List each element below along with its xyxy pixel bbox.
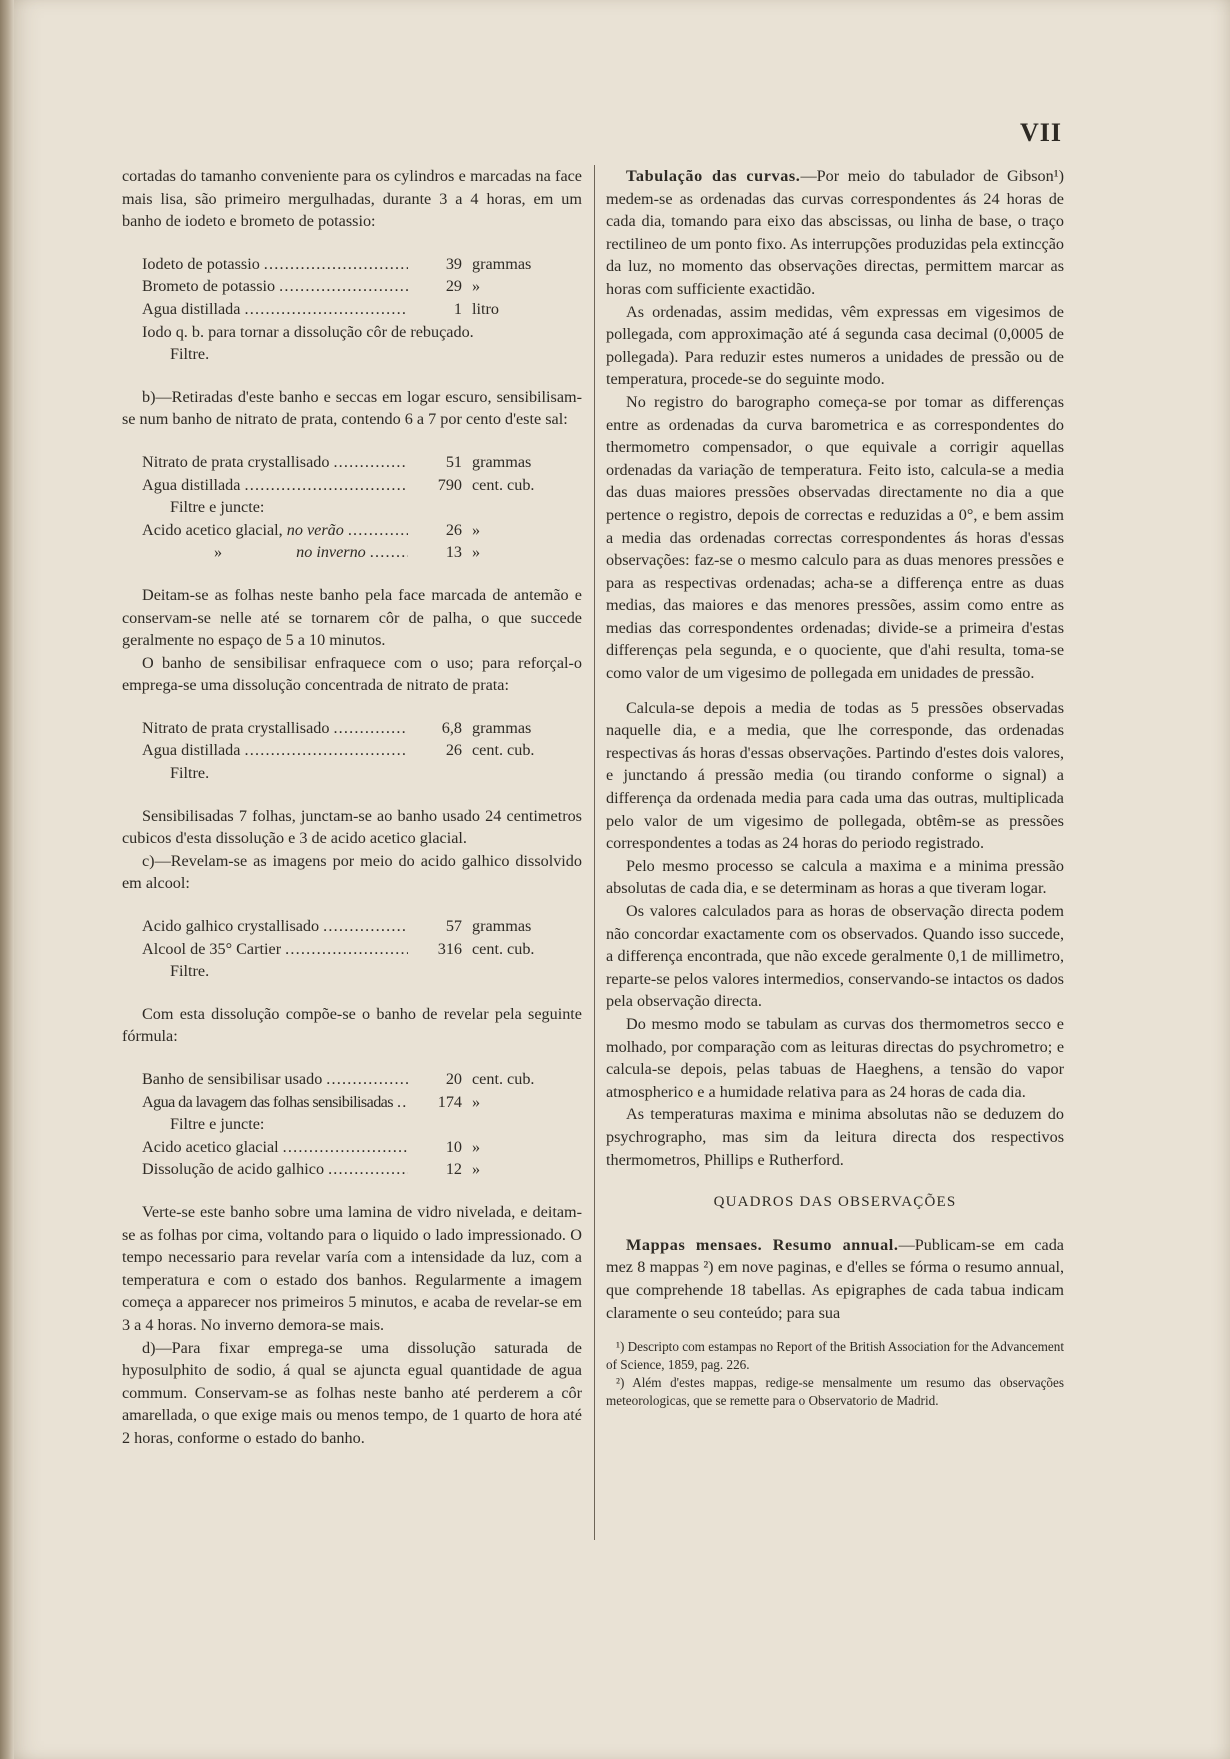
recipe-filter: Filtre e juncte: [170, 1115, 265, 1134]
left-paragraph-7: Com esta dissolução compõe-se o banho de revelar pela seguinte fórmula: [122, 1004, 582, 1046]
left-paragraph-9: d)—Para fixar emprega-se uma dissolução saturada de hyposulphito de sodio, á qual se ajuncta egual quantidade de agua commum. Conservam-se as folhas neste banho até perderem a côr amarellada, o que exige mais ou menos tempo, de 1 quarto de hora até 2 horas, conforme o estado do banho. [122, 1338, 582, 1447]
recipe-row: Acido galhico crystallisado ..... 57 grammas [142, 915, 582, 938]
book-spine-shadow [0, 0, 14, 1759]
recipe-note: Iodo q. b. para tornar a dissolução côr de rebuçado. [142, 322, 474, 341]
recipe-filter: Filtre. [170, 764, 210, 783]
recipe-row: Agua da lavagem das folhas sensibilisadas ..... 174 » [142, 1091, 582, 1114]
left-paragraph-5: Sensibilisadas 7 folhas, junctam-se ao banho usado 24 centimetros cubicos d'esta dissolução e 3 de acido acetico glacial. [122, 806, 582, 848]
recipe-row: Agua distillada ..... 790 cent. cub. [142, 474, 582, 497]
right-paragraph-5: Pelo mesmo processo se calcula a maxima e a minima pressão absolutas de cada dia, e se determinam as horas a que tiveram logar. [606, 856, 1064, 898]
recipe-filter: Filtre e juncte: [170, 498, 265, 517]
recipe-row: » no inverno ..... 13 » [142, 541, 582, 564]
section-title: QUADROS DAS OBSERVAÇÕES [713, 1194, 957, 1211]
recipe-row: Banho de sensibilisar usado ..... 20 cent. cub. [142, 1068, 582, 1091]
recipe-nitrato [142, 451, 582, 564]
recipe-iodeto [142, 253, 582, 366]
recipe-filter: Filtre. [170, 962, 210, 981]
section-heading-tabulacao: Tabulação das curvas. [626, 167, 801, 185]
recipe-revelar [142, 1068, 582, 1181]
recipe-row: Nitrato de prata crystallisado ..... 6,8 grammas [142, 717, 582, 740]
left-paragraph-4: O banho de sensibilisar enfraquece com o uso; para reforçal-o emprega-se uma dissolução concentrada de nitrato de prata: [122, 653, 582, 695]
footnote-1: ¹) Descripto com estampas no Report of the British Association for the Advancement of Science, 1859, pag. 226. [606, 1339, 1064, 1373]
right-paragraph-2: As ordenadas, assim medidas, vêm expressas em vigesimos de pollegada, com approximação até á segunda casa decimal (0,0005 de pollegada). Para reduzir estes numeros a unidades de pressão ou de temperatura, procede-se do seguinte modo. [606, 302, 1064, 389]
left-paragraph-8: Verte-se este banho sobre uma lamina de vidro nivelada, e deitam-se as folhas por cima, voltando para o liquido o lado impressionado. O tempo necessario para revelar varía com a intensidade da luz, com a temperatura e com o estado dos banhos. Regularmente a imagem começa a apparecer nos primeiros 5 minutos, e acaba de revelar-se em 3 a 4 horas. No inverno demora-se mais. [122, 1202, 582, 1334]
left-column [122, 165, 582, 1450]
page-number: VII [1019, 118, 1062, 147]
recipe-row: Agua distillada ..... 1 litro [142, 298, 582, 321]
left-paragraph-2: b)—Retiradas d'este banho e seccas em logar escuro, sensibilisam-se num banho de nitrato de prata, contendo 6 a 7 por cento d'este sal: [122, 387, 582, 429]
right-column [606, 165, 1064, 1410]
left-paragraph-3: Deitam-se as folhas neste banho pela face marcada de antemão e conservam-se nelle até se tornarem côr de palha, o que succede geralmente no espaço de 5 a 10 minutos. [122, 585, 582, 650]
right-paragraph-1: Tabulação das curvas.—Por meio do tabulador de Gibson¹) medem-se as ordenadas das curvas correspondentes ás 24 horas de cada dia, tomando para eixo das abscissas, ou linha de base, o traço rectilineo de um ponto fixo. As interrupções produzidas pela extincção da luz, no momento das observações directas, permittem marcar as horas com sufficiente exactidão. [606, 167, 1064, 298]
right-paragraph-4: Calcula-se depois a media de todas as 5 pressões observadas naquelle dia, e a media, que lhe corresponde, das ordenadas respectivas ás horas d'essas observações. Partindo d'estes dois valores, e junctando á pressão media (ou tirando conforme o signal) a differença da ordenada media para cada uma das outras, multiplicada pelo valor de um vigesimo de pollegada, obtêm-se as pressões correspondentes a todas as 24 horas do periodo registrado. [606, 698, 1064, 853]
footnotes [606, 1338, 1064, 1410]
right-paragraph-7: Do mesmo modo se tabulam as curvas dos thermometros secco e molhado, por comparação com as leituras directas do psychrometro; e calcula-se depois, pelas tabuas de Haeghens, a tensão do vapor atmospherico e a humidade relativa para as 24 horas de cada dia. [606, 1014, 1064, 1101]
column-divider [594, 165, 595, 1540]
recipe-reforco [142, 717, 582, 785]
right-paragraph-8: As temperaturas maxima e minima absolutas não se deduzem do psychrographo, mas sim da leitura directa dos respectivos thermometros, Phillips e Rutherford. [606, 1105, 1064, 1169]
recipe-row: Dissolução de acido galhico ..... 12 » [142, 1158, 582, 1181]
recipe-row: Nitrato de prata crystallisado ..... 51 grammas [142, 451, 582, 474]
recipe-row: Acido acetico glacial ..... 10 » [142, 1136, 582, 1159]
left-paragraph-6: c)—Revelam-se as imagens por meio do acido galhico dissolvido em alcool: [122, 851, 582, 893]
left-paragraph-1: cortadas do tamanho conveniente para os cylindros e marcadas na face mais lisa, são primeiro mergulhadas, durante 3 a 4 horas, em um banho de iodeto e brometo de potassio: [122, 167, 582, 231]
right-paragraph-3: No registro do barographo começa-se por tomar as differenças entre as ordenadas da curva barometrica e as correspondentes do thermometro compensador, o que equivale a corrigir aquellas ordenadas da variação de temperatura. Feito isto, calcula-se a media das duas maiores pressões observadas directamente no dia a que pertence o registro, depois de correctas e reduzidas a 0°, e bem assim a media das ordenadas correctas correspondentes ás horas d'essas observações: faz-se o mesmo calculo para as duas menores pressões e para as respectivas ordenadas; acha-se a differença entre as duas medias, das maiores e das menores pressões, assim como entre as medias das correspondentes ordenadas; divide-se a primeira d'estas differenças pela segunda, e o quociente, que d'ahi resulta, toma-se como valor de um vigesimo de pollegada em unidades de pressão. [606, 392, 1064, 683]
right-paragraph-6: Os valores calculados para as horas de observação directa podem não concordar exactamente com os observados. Quando isso succede, a differença encontrada, que não excede geralmente 0,1 de millimetro, reparte-se pelos valores intermedios, conservando-se intactos os dados pela observação directa. [606, 902, 1064, 1011]
recipe-row: Alcool de 35° Cartier ..... 316 cent. cub. [142, 938, 582, 961]
recipe-filter: Filtre. [170, 345, 210, 364]
recipe-row: Agua distillada ..... 26 cent. cub. [142, 739, 582, 762]
recipe-row: Acido acetico glacial, no verão ..... 26 » [142, 519, 582, 542]
footnote-2: ²) Além d'estes mappas, redige-se mensalmente um resumo das observações meteorologicas, que se remette para o Observatorio de Madrid. [606, 1375, 1064, 1409]
right-paragraph-9: Mappas mensaes. Resumo annual.—Publicam-se em cada mez 8 mappas ²) em nove paginas, e d'elles se fórma o resumo annual, que comprehende 18 tabellas. As epigraphes de cada tabua indicam claramente o seu conteúdo; para sua [606, 1235, 1064, 1322]
section-heading-mappas: Mappas mensaes. Resumo annual. [626, 1235, 899, 1254]
recipe-galhico [142, 915, 582, 983]
recipe-row: Iodeto de potassio ..... 39 grammas [142, 253, 582, 276]
recipe-row: Brometo de potassio ..... 29 » [142, 275, 582, 298]
